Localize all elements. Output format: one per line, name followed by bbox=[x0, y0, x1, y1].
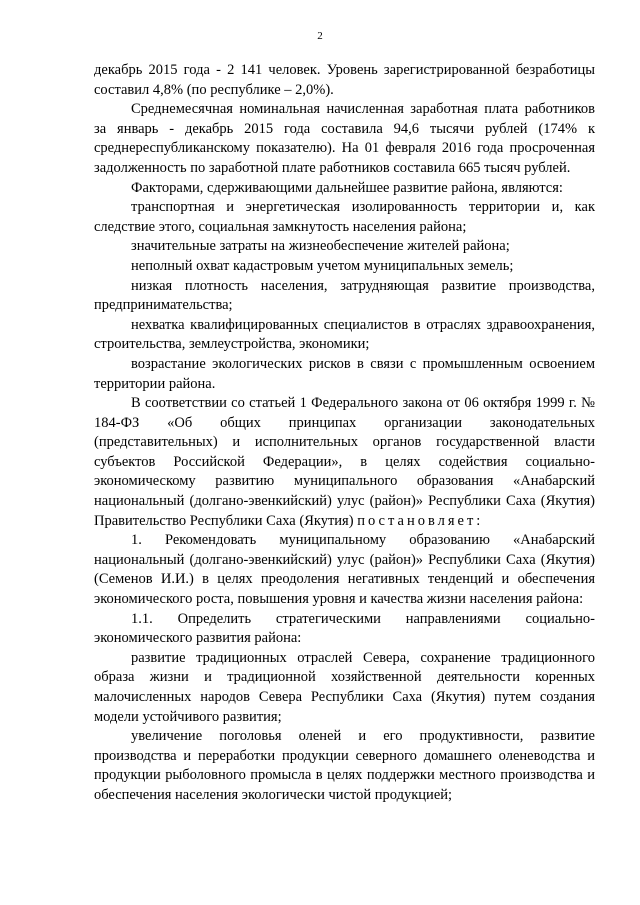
resolution-text: В соответствии со статьей 1 Федерального закона от 06 октября 1999 г. № 184-ФЗ «Об общих принципах организации законодательных (представительных) и исполнительных органов государственной власти субъектов Российской Федерации», в целях содействия социально-экономическому развитию муниципального образования «Анабарский национальный (долгано-эвенкийский) улус (район)» Республики Саха (Якутия) Правительство Республики Саха (Якутия) bbox=[94, 395, 595, 529]
list-item-specialists: нехватка квалифицированных специалистов в отраслях здравоохранения, строительства, землеустройства, экономики; bbox=[94, 316, 595, 353]
list-item-density: низкая плотность населения, затрудняющая развитие производства, предпринимательства; bbox=[94, 277, 595, 314]
list-item-ecology: возрастание экологических рисков в связи с промышленным освоением территории района. bbox=[94, 355, 595, 392]
paragraph-salary: Среднемесячная номинальная начисленная заработная плата работников за январь - декабрь 2015 года составила 94,6 тысячи рублей (174% к среднереспубликанскому показателю). На 01 февраля 2016 года просроченная задолженность по заработной плате работников составила 665 тысяч рублей. bbox=[94, 101, 595, 176]
page-number: 2 bbox=[317, 30, 323, 42]
resolution-keyword: постановляет: bbox=[357, 512, 484, 529]
list-item-traditional: развитие традиционных отраслей Севера, сохранение традиционного образа жизни и традиционной хозяйственной деятельности коренных малочисленных народов Севера Республики Саха (Якутия) путем создания модели устойчивого развития; bbox=[94, 649, 595, 725]
list-item-reindeer: увеличение поголовья оленей и его продуктивности, развитие производства и переработки продукции северного домашнего оленеводства и продукции рыболовного промысла в целях поддержки местного производства и обеспечения населения экологически чистой продукцией; bbox=[94, 728, 595, 803]
paragraph-item-1: 1. Рекомендовать муниципальному образованию «Анабарский национальный (долгано-эвенкийский) улус (район)» Республики Саха (Якутия) (Семенов И.И.) в целях преодоления негативных тенденций и обеспечения экономического роста, повышения уровня и качества жизни населения района: bbox=[94, 532, 595, 608]
paragraph-item-1-1: 1.1. Определить стратегическими направлениями социально-экономического развития района: bbox=[94, 610, 595, 647]
list-item-cadastre: неполный охват кадастровым учетом муниципальных земель; bbox=[131, 257, 514, 274]
paragraph-resolution bbox=[94, 394, 595, 531]
paragraph-factors-intro: Факторами, сдерживающими дальнейшее развитие района, являются: bbox=[131, 179, 563, 196]
document-body bbox=[94, 61, 595, 806]
list-item-costs: значительные затраты на жизнеобеспечение жителей района; bbox=[131, 238, 510, 255]
paragraph-unemployment: декабрь 2015 года - 2 141 человек. Уровень зарегистрированной безработицы составил 4,8% (по республике – 2,0%). bbox=[94, 62, 595, 98]
list-item-isolation: транспортная и энергетическая изолированность территории и, как следствие этого, социальная замкнутость населения района; bbox=[94, 199, 595, 235]
